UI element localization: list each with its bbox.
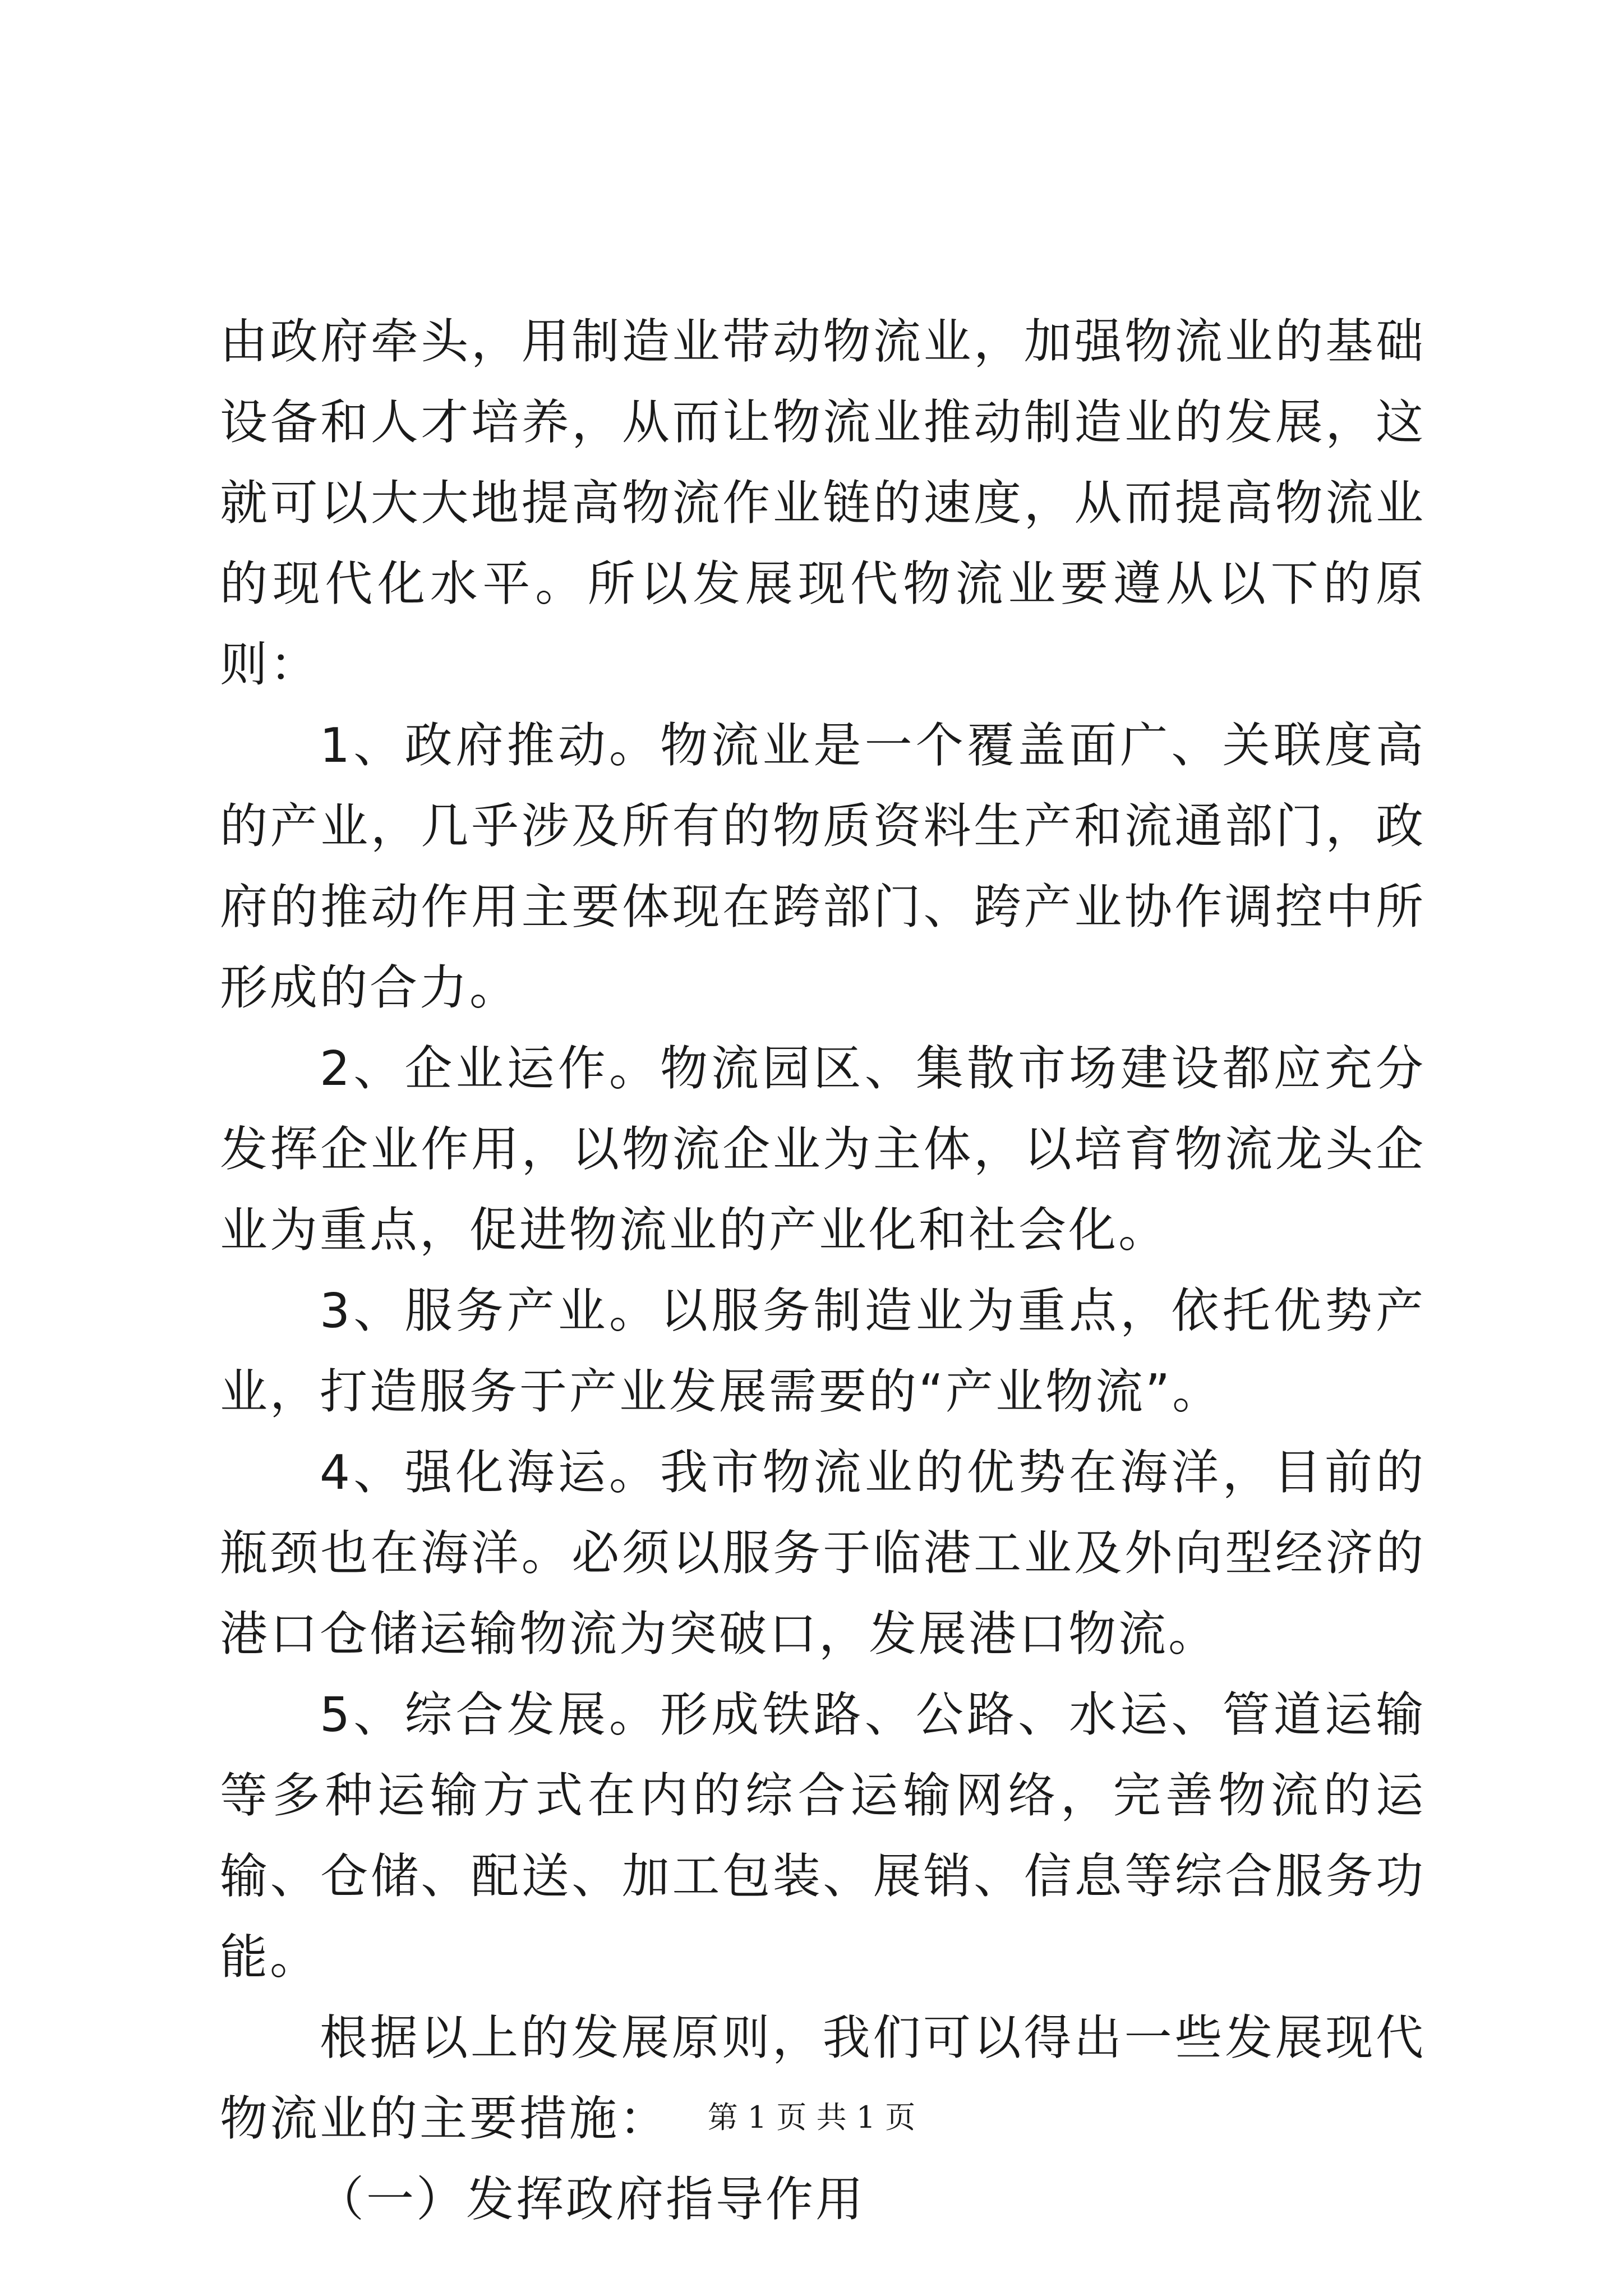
paragraph-principle-2: 2、企业运作。物流园区、集散市场建设都应充分发挥企业作用，以物流企业为主体，以培育物流龙头企业为重点，促进物流业的产业化和社会化。 [220,1041,1426,1258]
paragraph-principle-3: 3、服务产业。以服务制造业为重点，依托优势产业，打造服务于产业发展需要的“产业物流”。 [220,1283,1426,1420]
paragraph-intro: 由政府牵头，用制造业带动物流业，加强物流业的基础设备和人才培养，从而让物流业推动制造业的发展，这就可以大大地提高物流作业链的速度，从而提高物流业的现代化水平。所以发展现代物流业要遵从以下的原则： [220,314,1426,693]
page-number-footer: 第 1 页 共 1 页 [707,2100,916,2135]
paragraph-principle-4: 4、强化海运。我市物流业的优势在海洋，目前的瓶颈也在海洋。必须以服务于临港工业及外向型经济的港口仓储运输物流为突破口，发展港口物流。 [220,1445,1426,1662]
document-body [220,302,1426,2240]
paragraph-measures-intro: 根据以上的发展原则，我们可以得出一些发展现代物流业的主要措施： [220,2010,1426,2147]
paragraph-principle-1: 1、政府推动。物流业是一个覆盖面广、关联度高的产业，几乎涉及所有的物质资料生产和流通部门，政府的推动作用主要体现在跨部门、跨产业协作调控中所形成的合力。 [220,718,1426,1016]
section-heading: （一）发挥政府指导作用 [316,2172,866,2228]
paragraph-principle-5: 5、综合发展。形成铁路、公路、水运、管道运输等多种运输方式在内的综合运输网络，完善物流的运输、仓储、配送、加工包装、展销、信息等综合服务功能。 [220,1687,1426,1985]
